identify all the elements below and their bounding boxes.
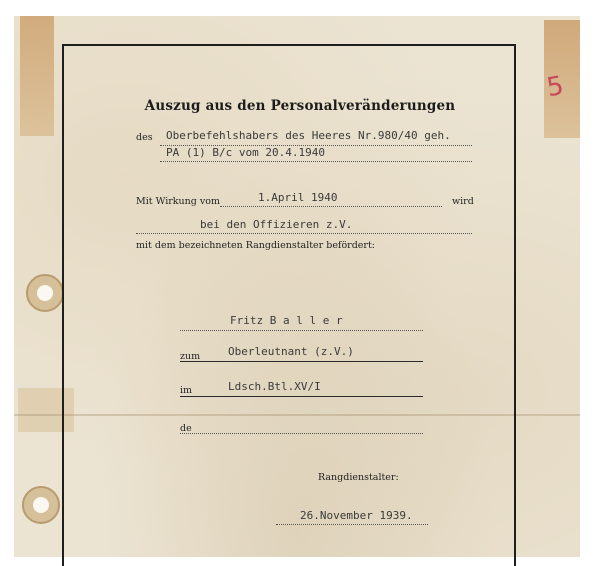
name-underline — [180, 330, 423, 331]
effective-date: 1.April 1940 — [258, 191, 338, 204]
reference-underline — [160, 161, 472, 162]
unit-group: bei den Offizieren z.V. — [200, 218, 353, 231]
mit-wirkung-label: Mit Wirkung vom — [136, 196, 220, 207]
rangdienstalter-label: Rangdienstalter: — [318, 472, 399, 483]
des-text: Oberbefehlshabers des Heeres Nr.980/40 geh. — [166, 129, 451, 142]
befoerdert-label: mit dem bezeichneten Rangdienstalter befördert: — [136, 240, 375, 251]
rank: Oberleutnant (z.V.) — [228, 345, 354, 358]
effective-date-underline — [220, 206, 442, 207]
im-label: im — [180, 385, 193, 396]
wird-label: wird — [452, 196, 474, 207]
document-title: Auszug aus den Personalveränderungen — [144, 98, 456, 114]
punch-hole-upper — [26, 274, 64, 312]
battalion-underline — [180, 396, 423, 397]
de-underline — [180, 433, 423, 434]
rangdienstalter-underline — [276, 524, 428, 525]
unit-group-underline — [136, 233, 472, 234]
red-pencil-mark: 5 — [544, 70, 567, 104]
zum-label: zum — [180, 351, 201, 362]
reference-text: PA (1) B/c vom 20.4.1940 — [166, 146, 325, 159]
rank-underline — [180, 361, 423, 362]
punch-hole-lower — [22, 486, 60, 524]
de-label: de — [180, 423, 192, 434]
battalion: Ldsch.Btl.XV/I — [228, 380, 321, 393]
person-name: Fritz B a l l e r — [230, 314, 343, 327]
rangdienstalter-date: 26.November 1939. — [300, 509, 413, 522]
document-border — [62, 44, 516, 566]
des-label: des — [136, 132, 153, 143]
tape-top-left — [20, 16, 54, 136]
